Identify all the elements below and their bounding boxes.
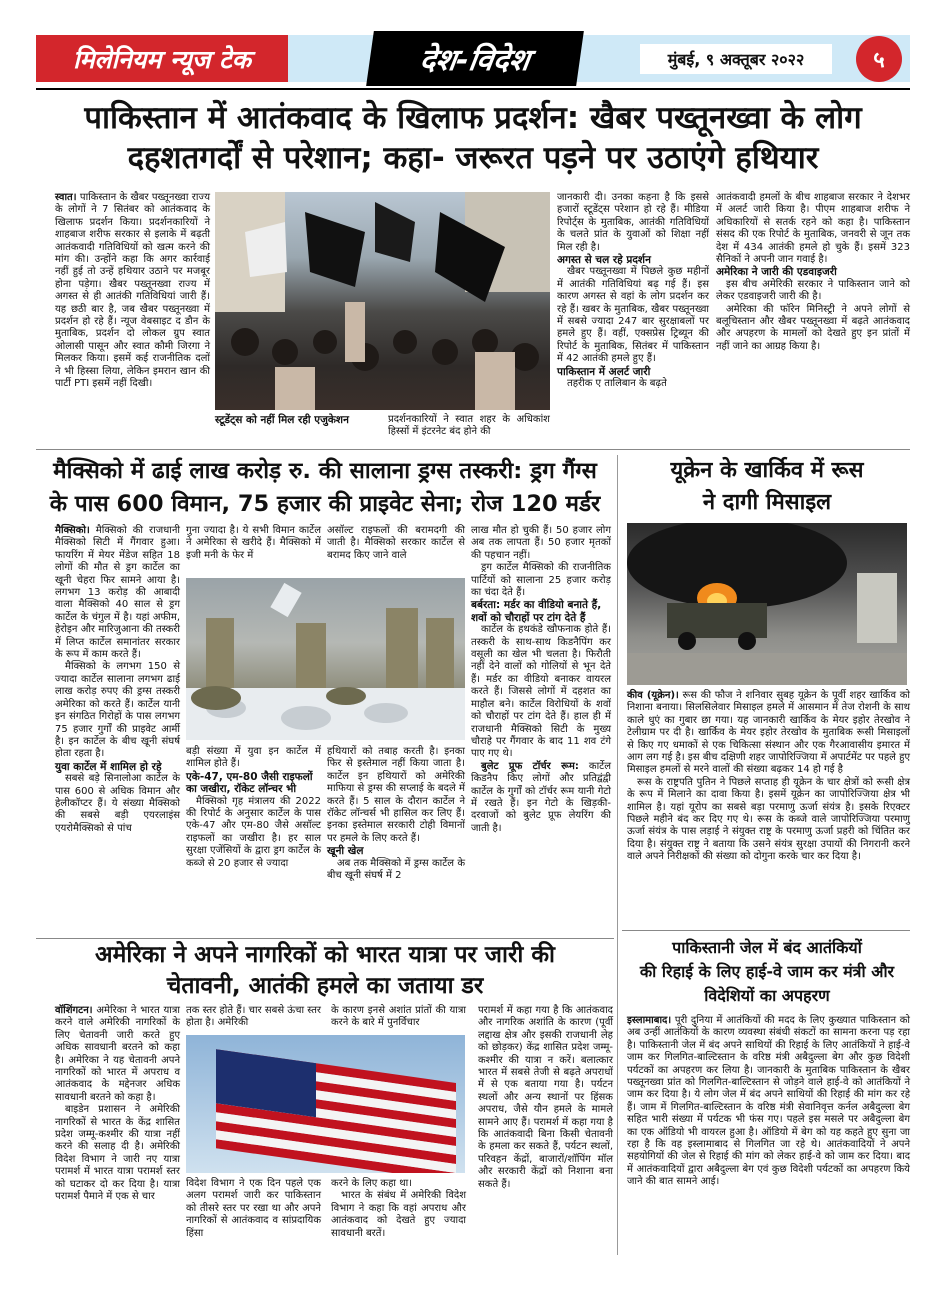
kharkiv-attack-photo — [627, 523, 907, 685]
subheading: अगस्त से चल रहे प्रदर्शन — [557, 254, 651, 267]
divider — [622, 930, 910, 931]
paragraph: बाइडेन प्रशासन ने अमेरिकी नागरिकों से भारत के केंद्र शासित प्रदेश जम्मू-कश्मीर की यात्रा नहीं करने की सलाह दी है। अमेरिकी विदेश विभाग ने जारी नए यात्रा परामर्श में भारत यात्रा परामर्श स्तर को घटाकर दो कर दिया है। यात्रा परामर्श पैमाने में एक से चार — [55, 1104, 180, 1203]
article-column — [331, 1005, 466, 1030]
paragraph: असॉल्ट राइफलों की बरामदगी की जाती है। मैक्सिको सरकार कार्टेल से बरामद किए जाने वाले — [327, 525, 465, 561]
article-column — [186, 525, 321, 562]
protest-photo — [215, 192, 550, 410]
kharkiv-attack-photo-art — [627, 523, 907, 685]
paragraph: जानकारी दी। उनका कहना है कि इससे हजारों स्टूडेंट्स परेशान हो रहे हैं। मीडिया रिपोर्ट्स के मुताबिक, आतंकी गतिविधियों के चलते प्रांत के युवाओं को शिक्षा नहीं मिल रही है। — [557, 192, 709, 253]
headline-line: पाकिस्तान में आतंकवाद के खिलाफ प्रदर्शन: खैबर पख्तूनख्वा के लोग — [84, 100, 862, 136]
subheading: खूनी खेल — [327, 845, 364, 858]
paragraph: मैक्सिको के लगभग 150 से ज्यादा कार्टेल सालाना लगभग ढाई लाख करोड़ रुपए की ड्रग्स तस्करी अमेरिका को करते हैं। कार्टेल यानी इन संगठित गिरोहों के पास लगभग 75 हजार गुर्गों की प्राइवेट आर्मी है। इन कार्टेल के बीच खूनी संघर्ष होता रहता है। — [55, 661, 180, 760]
article-column — [388, 414, 550, 439]
paragraph: पूरी दुनिया में आतंकियों की मदद के लिए कुख्यात पाकिस्तान को अब उन्हीं आतंकियों के कारण व्यवस्था संबंधी संकटों का सामना करना पड़ रहा है। पाकिस्तानी जेल में बंद अपने साथियों की रिहाई के लिए आतंकियों ने हाई-वे जाम कर गिलगित-बाल्टिस्तान के वरिष्ठ मंत्री अबैदुल्ला बेग और कुछ विदेशी पर्यटकों का अपहरण कर लिया है। जानकारी के मुताबिक पाकिस्तान के खैबर पख्तूनख्वा प्रांत को गिलगित-बाल्टिस्तान से जोड़ने वाले हाई-वे को आतंकियों ने जाम कर दिया है। ये लोग जेल में बंद अपने साथियों की रिहाई की मांग कर रहे हैं। जाम में गिलगित-बाल्टिस्तान के वरिष्ठ मंत्री सेवानिवृत्त कर्नल अबैदुल्ला बेग सहित भारी संख्या में पर्यटक भी फंस गए। पहले इस मसले पर अबैदुल्ला बेग का एक ऑडियो भी वायरल हुआ है। ऑडियो में बेग को यह कहते हुए सुना जा रहा है कि वह इस्लामाबाद से गिलगित जा रहे थे। आतंकवादियों ने अपने सहयोगियों की जेल से रिहाई की मांग को लेकर हाई-वे को जाम कर दिया। बाद में आतंकवादियों द्वारा अबैदुल्ला बेग एवं कुछ विदेशी पर्यटकों का अपहरण किये जाने की बात सामने आई। — [627, 1015, 910, 1188]
section-label: देश-विदेश — [417, 43, 532, 78]
headline-line: चेतावनी, आतंकी हमले का जताया डर — [166, 973, 484, 999]
paragraph: पाकिस्तान के खैबर पख्तूनख्वा राज्य के लोगों ने 7 सितंबर को आतंकवाद के खिलाफ प्रदर्शन किया। प्रदर्शनकारियों ने शाहबाज शरीफ सरकार से इलाके में बढ़ती आतंकवादी गतिविधियों को खत्म करने की मांग की। उन्होंने कहा कि अगर कार्रवाई नहीं हुई तो उन्हें हथियार उठाने पर मजबूर होना पड़ेगा। खैबर पख्तूनख्वा राज्य में अगस्त से ही आतंकी गतिविधियां जारी हैं। यह छठी बार है, जब खैबर पख्तूनख्वा में प्रदर्शन हो रहे हैं। न्यूज वेबसाइट द डौन के मुताबिक, प्रदर्शन दो लोकल ग्रुप स्वात ओलासी पासून और स्वात कौमी जिरगा ने मिलकर किया। इसमें कई राजनीतिक दलों ने भी हिस्सा लिया, लेकिन इमरान खान की पार्टी PTI इसमें नहीं दिखी। — [55, 192, 210, 390]
paragraph: लाख मौत हो चुकी हैं। 50 हजार लोग अब तक लापता हैं। 50 हजार मृतकों की पहचान नहीं। — [471, 525, 611, 561]
article-column — [557, 192, 709, 391]
subheading: पाकिस्तान में अलर्ट जारी — [557, 365, 651, 378]
divider — [36, 938, 614, 939]
page-number: ५ — [856, 36, 902, 82]
paragraph: भारत के संबंध में अमेरिकी विदेश विभाग ने कहा कि वहां अपराध और आतंकवाद को देखते हुए ज्यादा सावधानी बरतें। — [331, 1190, 466, 1239]
paragraph: विदेश विभाग ने एक दिन पहले एक अलग परामर्श जारी कर पाकिस्तान को तीसरे स्तर पर रखा था और अपने नागरिकों से आतंकवाद व सांप्रदायिक हिंसा — [186, 1178, 321, 1239]
column-divider — [617, 455, 618, 1255]
headline-pakistan-kidnapping — [624, 936, 910, 1008]
headline-line: की रिहाई के लिए हाई-वे जाम कर मंत्री और — [639, 962, 895, 981]
subheading: अमेरिका ने जारी की एडवाइजरी — [716, 266, 837, 279]
article-column — [627, 1015, 910, 1189]
subheading: स्टूडेंट्स को नहीं मिल रही एजुकेशन — [215, 414, 349, 426]
drug-seizure-photo — [186, 578, 465, 740]
headline-line: यूक्रेन के खार्किव में रूस — [670, 458, 864, 483]
paragraph: अब तक मैक्सिको में ड्रग्स कार्टेल के बीच खूनी संघर्ष में 2 — [327, 857, 465, 882]
paragraph: अमेरिका की फॉरेन मिनिस्ट्री ने अपने लोगों से बलूचिस्तान और खैबर पख्तूनख्वा में बढ़ते आतंकवाद और अपहरण के मामलों को देखते हुए इन प्रांतों में नहीं जाने का आग्रह किया है। — [716, 303, 910, 352]
paragraph: के कारण इनसे अशांत प्रांतों की यात्रा करने के बारे में पुनर्विचार — [331, 1005, 466, 1029]
subheading: बर्बरता: मर्डर का वीडियो बनाते हैं, शवों को चौराहों पर टांग देते हैं — [471, 599, 602, 624]
paragraph: खैबर पख्तूनख्वा में पिछले कुछ महीनों में आतंकी गतिविधियां बढ़ गई हैं। इस कारण अगस्त से वहां के लोग प्रदर्शन कर रहे हैं। खबर के मुताबिक, खैबर पख्तूनख्वा में सबसे ज्यादा 247 बार सुरक्षाबलों पर हमले हुए हैं। वहीं, एक्सप्रेस ट्रिब्यून की रिपोर्ट के मुताबिक, सितंबर में पाकिस्तान में 42 आतंकी हमले हुए हैं। — [557, 266, 709, 365]
dateline: मैक्सिको। — [55, 525, 90, 536]
paragraph: अमेरिका ने भारत यात्रा करने वाले अमेरिकी नागरिकों के लिए चेतावनी जारी करते हुए अधिक सावधानी बरतने को कहा है। अमेरिका ने यह चेतावनी अपने नागरिकों को भारत में अपराध व आतंकवाद के मद्देनजर अधिक सावधानी बरतने को कहा है। — [55, 1005, 180, 1103]
subheading: एके-47, एम-80 जैसी राइफलों का जखीरा, रॉकेट लॉन्चर भी — [186, 770, 313, 796]
paragraph: करने के लिए कहा था। — [331, 1178, 412, 1189]
subheading: युवा कार्टेल में शामिल हो रहे — [55, 760, 162, 773]
article-column — [627, 690, 910, 864]
paragraph: आतंकवादी हमलों के बीच शाहबाज सरकार ने देशभर में अलर्ट जारी किया है। पीएम शाहबाज शरीफ ने अधिकारियों से सतर्क रहने को कहा है। पाकिस्तान संसद की एक रिपोर्ट के मुताबिक, जनवरी से जून तक देश में 434 आतंकी हमले हो चुके हैं। इसमें 323 सैनिकों ने अपनी जान गवाई है। — [716, 192, 910, 266]
paragraph: सबसे बड़े सिनालोआ कार्टेल के पास 600 से अधिक विमान और हेलीकॉप्टर हैं। ये संख्या मैक्सिको की सबसे बड़ी एयरलाइंस एयरोमैक्सिको से पांच — [55, 773, 180, 834]
paragraph: रूस के राष्ट्रपति पुतिन ने पिछले सप्ताह ही यूक्रेन के चार क्षेत्रों को रूसी क्षेत्र के रूप में मिलाने का दावा किया है। इसमें यूक्रेन का जापोरिज्जिया क्षेत्र भी शामिल है। यहां यूरोप का सबसे बड़ा परमाणु ऊर्जा संयंत्र है। इसके रिएक्टर पिछले महीने बंद कर दिए गए थे। रूस के कब्जे वाले जापोरिज्जिया परमाणु ऊर्जा संयंत्र के पास लड़ाई ने संयुक्त राष्ट्र के परमाणु ऊर्जा प्रहरी को चिंतित कर दिया है। संयुक्त राष्ट्र ने बताया कि उसने संयंत्र सुरक्षा उपायों की निगरानी करने वाले अपने निरीक्षकों की संख्या को दोगुना करके चार कर दिया है। — [627, 776, 910, 863]
paragraph: रूस की फौज ने शनिवार सुबह यूक्रेन के पूर्वी शहर खार्किव को निशाना बनाया। सिलसिलेवार मिसाइल हमले में आसमान में तेज रोशनी के साथ काले धुएं का गुबार छा गया। यह जानकारी खार्किव के मेयर इहोर तेरखोव ने टेलीग्राम पर दी है। खार्किव के मेयर इहोर तेरखोव के मुताबिक रूसी मिसाइलों से किए गए धमाकों से एक चिकित्सा संस्थान और एक गैरआवासीय इमारत में आग लग गई है। इस बीच दक्षिणी शहर जापोरिज्जिया में अपार्टमेंट पर पहले हुए मिसाइल हमलों से मरने वालों की संख्या बढ़कर 14 हो गई है — [627, 690, 910, 776]
article-column — [471, 525, 611, 835]
article-column — [327, 525, 465, 562]
dateline: वॉशिंगटन। — [55, 1005, 93, 1016]
protest-photo-art — [215, 192, 550, 410]
divider — [36, 88, 910, 90]
article-column — [478, 1005, 613, 1191]
us-flag-icon — [186, 1035, 465, 1173]
paragraph: बड़ी संख्या में युवा इन कार्टेल में शामिल होते हैं। — [186, 746, 321, 770]
headline-line: दहशतगर्दों से परेशान; कहा- जरूरत पड़ने पर उठाएंगे हथियार — [127, 140, 819, 177]
headline-line: ने दागी मिसाइल — [702, 490, 832, 515]
article-column — [331, 1178, 466, 1240]
headline-line: पाकिस्तानी जेल में बंद आतंकियों — [672, 938, 862, 957]
headline-line: अमेरिका ने अपने नागरिकों को भारत यात्रा पर जारी की — [95, 942, 555, 968]
paragraph: इस बीच अमेरिकी सरकार ने पाकिस्तान जाने को लेकर एडवाइजरी जारी की है। — [716, 278, 910, 303]
article-column — [186, 746, 321, 870]
article-column — [186, 1005, 321, 1030]
headline-line: के पास 600 विमान, 75 हजार की प्राइवेट सेना; रोज 120 मर्डर — [49, 491, 601, 517]
paragraph: कार्टेल के हथकंडे खौफनाक होते हैं। तस्करी के साथ-साथ किडनैपिंग कर वसूली का खेल भी चलता है। फिरौती नहीं देने वालों को गोलियों से भून देते हैं। मर्डर का वीडियो बनाकर वायरल करते हैं। जिससे लोगों में दहशत का माहौल बने। कार्टेल विरोधियों के शवों को चौराहों पर टांग देते हैं। हाल ही में राजधानी मैक्सिको सिटी के मुख्य चौराहे पर गैंगवार के बाद 11 शव टंगे पाए गए थे। — [471, 624, 611, 760]
subheading: बुलेट प्रूफ टॉर्चर रूम: — [481, 760, 579, 772]
paragraph: हथियारों को तबाह करती है। इनका फिर से इस्तेमाल नहीं किया जाता है। कार्टेल इन हथियारों को अमेरिकी माफिया से ड्रग्स की सप्लाई के बदले में करते हैं। 5 साल के दौरान कार्टेल ने रॉकेट लॉन्चर्स भी हासिल कर लिए हैं। इनका इस्तेमाल सरकारी टोही विमानों पर हमले के लिए करते हैं। — [327, 746, 465, 844]
paragraph: तक स्तर होते हैं। चार सबसे ऊंचा स्तर होता है। अमेरिकी — [186, 1005, 321, 1029]
article-column — [55, 192, 210, 391]
dateline: स्वात। — [55, 192, 77, 203]
paragraph: प्रदर्शनकारियों ने स्वात शहर के अधिकांश हिस्सों में इंटरनेट बंद होने की — [388, 414, 550, 438]
paragraph: ड्रग कार्टेल मैक्सिको की राजनीतिक पार्टियों को सालाना 25 हजार करोड़ का चंदा देते हैं। — [471, 562, 611, 599]
headline-line: विदेशियों का अपहरण — [704, 986, 830, 1005]
headline-us-travel-advisory — [36, 940, 614, 1002]
paragraph: तहरीक ए तालिबान के बढ़ते — [567, 378, 667, 390]
headline-ukraine-missile — [624, 455, 910, 519]
article-column — [716, 192, 910, 353]
article-column — [186, 1178, 321, 1240]
dateline: कीव (यूक्रेन)। — [627, 690, 679, 701]
article-column — [215, 414, 380, 426]
paragraph: गुना ज्यादा है। ये सभी विमान कार्टेल ने अमेरिका से खरीदे हैं। मैक्सिको में इजी मनी के फेर में — [186, 525, 321, 561]
article-column — [55, 525, 180, 835]
newspaper-brand: मिलेनियम न्यूज टेक — [36, 35, 288, 82]
headline-line: मैक्सिको में ढाई लाख करोड़ रु. की सालाना ड्रग्स तस्करी: ड्रग गैंग्स — [53, 458, 597, 484]
article-column — [327, 746, 465, 882]
section-title — [366, 31, 584, 86]
paragraph: मैक्सिको की राजधानी मैक्सिको सिटी में गैंगवार हुआ। फायरिंग में मेयर मेंडेज सहित 18 लोगों की मौत से ड्रग कार्टेल का खूनी चेहरा फिर सामने आया है। लगभग 13 करोड़ की आबादी वाला मैक्सिको 40 साल से ड्रग कार्टेल के चंगुल में है। यहां अफीम, हेरोइन और मारिजुआना की तस्करी में लिप्त कार्टेल समानांतर सरकार के रूप में काम करते हैं। — [55, 525, 180, 661]
paragraph: मैक्सिको गृह मंत्रालय की 2022 की रिपोर्ट के अनुसार कार्टेल के पास एके-47 और एम-80 जैसे असॉल्ट राइफलों का जखीरा है। हर साल सुरक्षा एजेंसियों के द्वारा ड्रग कार्टेल के कब्जे से 20 हजार से ज्यादा — [186, 795, 321, 869]
headline-pakistan-protest — [36, 98, 910, 179]
article-column — [55, 1005, 180, 1204]
us-flag-photo — [186, 1035, 465, 1173]
paragraph: कार्टेल किडनैप किए लोगों और प्रतिद्वंद्वी कार्टेल के गुर्गों को टॉर्चर रूम यानी गेटो में रखते हैं। इन गेटो के खिड़की-दरवाजों को बुलेट प्रूफ लेयरिंग की जाती है। — [471, 760, 611, 834]
dateline: इस्लामाबाद। — [627, 1015, 672, 1026]
drug-seizure-photo-art — [186, 578, 465, 740]
divider — [36, 449, 910, 450]
issue-date: मुंबई, ९ अक्तूबर २०२२ — [640, 44, 832, 74]
paragraph: परामर्श में कहा गया है कि आतंकवाद और नागरिक अशांति के कारण (पूर्वी लद्दाख क्षेत्र और इसकी राजधानी लेह को छोड़कर) केंद्र शासित प्रदेश जम्मू-कश्मीर की यात्रा न करें। बलात्कार भारत में सबसे तेजी से बढ़ते अपराधों में से एक बताया गया है। पर्यटन स्थलों और अन्य स्थानों पर हिंसक अपराध, जैसे यौन हमले के मामले सामने आए हैं। परामर्श में कहा गया है कि आतंकवादी बिना किसी चेतावनी के हमला कर सकते हैं, पर्यटन स्थलों, परिवहन केंद्रों, बाजारों/शॉपिंग मॉल और सरकारी केंद्रों को निशाना बना सकते हैं। — [478, 1005, 613, 1190]
headline-mexico-drugs — [36, 455, 614, 521]
